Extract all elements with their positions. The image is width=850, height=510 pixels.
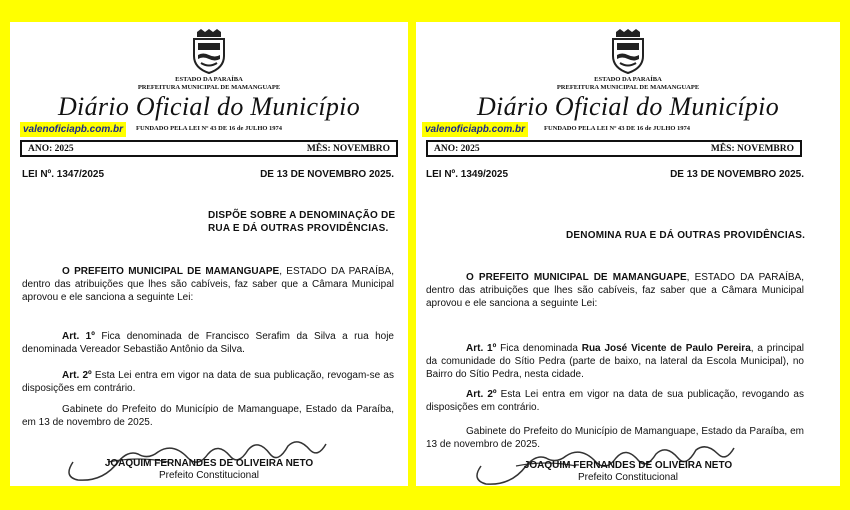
article-1-post: , a principal da comunidade do Sítio Pedra (parte de baixo, na lateral da Escola Municipal), no Bairro do Sítio Pedra, nesta cidade.: [426, 343, 805, 380]
prefeitura-name: PREFEITURA MUNICIPAL DE MAMANGUAPE: [137, 84, 281, 91]
intro-bold: O PREFEITO MUNICIPAL DE MAMANGUAPE: [466, 272, 687, 283]
founded-line: FUNDADO PELA LEI Nº 43 DE 16 de JULHO 1974: [136, 125, 283, 132]
municipal-crest-icon: [189, 28, 229, 74]
article-1: [426, 342, 804, 381]
article-1-label: Art. 1º: [466, 343, 497, 354]
article-2-text: Esta Lei entra em vigor na data de sua publicação, revogam-se as disposições em contrário.: [22, 370, 394, 394]
article-1-label: Art. 1º: [62, 331, 95, 342]
edition-year: ANO: 2025: [28, 144, 74, 154]
intro-text: , ESTADO DA PARAÍBA, dentro das atribuições que lhes são cabíveis, faz saber que a Câmara Municipal aprovou e ele sanciona a seguinte Lei:: [22, 266, 395, 303]
edition-bar: [20, 140, 398, 157]
website-watermark: valenoficiapb.com.br: [422, 122, 528, 137]
article-2-text: Esta Lei entra em vigor na data de sua publicação, revogando as disposições em contrário.: [426, 389, 804, 413]
law-summary-line-1: DENOMINA RUA E DÁ OUTRAS PROVIDÊNCIAS.: [566, 230, 806, 241]
edition-bar: [426, 140, 802, 157]
article-2-label: Art. 2º: [62, 370, 92, 381]
signer-name: JOAQUIM FERNANDES DE OLIVEIRA NETO: [104, 458, 314, 469]
intro-text: , ESTADO DA PARAÍBA, dentro das atribuições que lhes são cabíveis, faz saber que a Câmara Municipal aprovou e ele sanciona a seguinte Lei:: [426, 272, 805, 309]
municipal-crest-icon: [608, 28, 648, 74]
gazette-page-right: [416, 22, 840, 486]
closing-paragraph: [22, 403, 394, 429]
edition-month: MÊS: NOVEMBRO: [306, 144, 390, 154]
law-date: DE 13 DE NOVEMBRO 2025.: [260, 169, 394, 180]
founded-line: FUNDADO PELA LEI Nº 43 DE 16 de JULHO 1974: [544, 125, 691, 132]
gazette-page-left: [10, 22, 408, 486]
law-date: DE 13 DE NOVEMBRO 2025.: [670, 169, 804, 180]
website-watermark: valenoficiapb.com.br: [20, 122, 126, 137]
prefeitura-name: PREFEITURA MUNICIPAL DE MAMANGUAPE: [556, 84, 700, 91]
article-2: [426, 388, 804, 414]
article-2: [22, 369, 394, 395]
gazette-title: Diário Oficial do Município: [476, 92, 780, 121]
article-1-text: Fica denominada de Francisco Serafim da Silva a rua hoje denominada Vereador Sebastião Antônio da Silva.: [22, 331, 394, 355]
article-1-street: Rua José Vicente de Paulo Pereira: [581, 343, 751, 354]
intro-paragraph: [22, 265, 394, 304]
closing-text: Gabinete do Prefeito do Município de Mamanguape, Estado da Paraíba, em 13 de novembro de 2025.: [22, 404, 394, 428]
law-number: LEI Nº. 1347/2025: [22, 169, 105, 180]
article-2-label: Art. 2º: [466, 389, 497, 400]
closing-text: Gabinete do Prefeito do Município de Mamanguape, Estado da Paraíba, em 13 de novembro de 2025.: [426, 426, 804, 450]
law-number: LEI Nº. 1349/2025: [426, 169, 509, 180]
state-name: ESTADO DA PARAÍBA: [175, 76, 243, 83]
law-summary-line-1: DISPÕE SOBRE A DENOMINAÇÃO DE: [208, 210, 396, 221]
gazette-title: Diário Oficial do Município: [57, 92, 361, 121]
state-name: ESTADO DA PARAÍBA: [594, 76, 662, 83]
intro-bold: O PREFEITO MUNICIPAL DE MAMANGUAPE: [62, 266, 280, 277]
edition-month: MÊS: NOVEMBRO: [710, 144, 794, 154]
signer-role: Prefeito Constitucional: [577, 472, 679, 483]
signer-name: JOAQUIM FERNANDES DE OLIVEIRA NETO: [523, 460, 733, 471]
law-summary-line-2: RUA E DÁ OUTRAS PROVIDÊNCIAS.: [208, 223, 389, 234]
intro-paragraph: [426, 271, 804, 310]
article-1: [22, 330, 394, 356]
article-1-pre: Fica denominada: [496, 343, 582, 354]
edition-year: ANO: 2025: [434, 144, 480, 154]
signer-role: Prefeito Constitucional: [158, 470, 260, 481]
